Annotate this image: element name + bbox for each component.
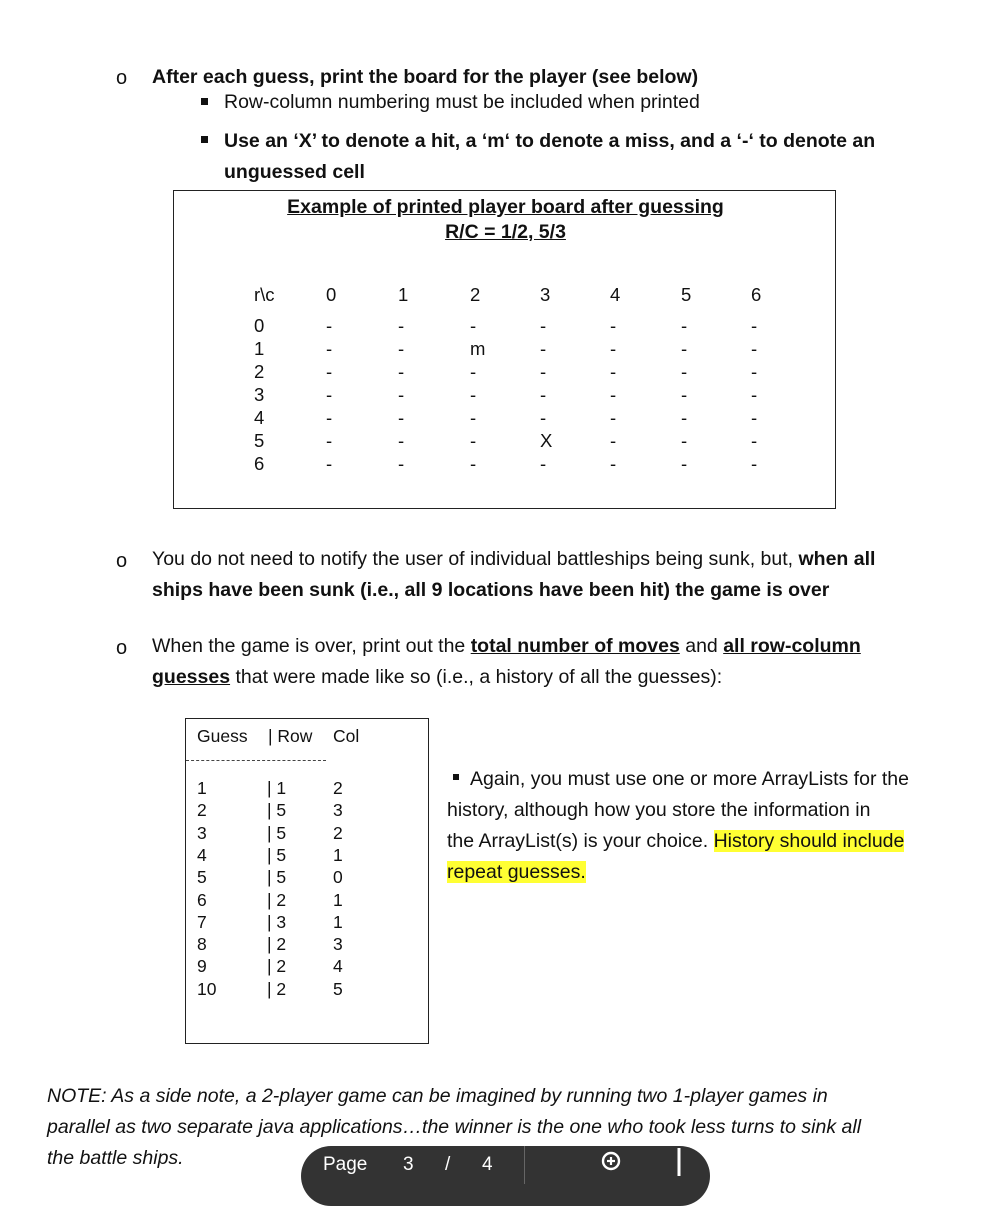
board-cell: - (681, 315, 688, 336)
note-line3: the battle ships. (47, 1147, 184, 1169)
board-column-header: 3 (540, 284, 551, 305)
board-column-header: 4 (610, 284, 621, 305)
board-cell: - (751, 384, 758, 405)
board-column-header: 1 (398, 284, 409, 305)
board-cell: - (681, 338, 688, 359)
square-bullet (453, 774, 459, 780)
list-bullet: o (116, 550, 128, 572)
board-cell: - (751, 407, 758, 428)
side-note-line1: Again, you must use one or more ArrayLists for the (470, 768, 909, 790)
board-cell: - (751, 361, 758, 382)
board-cell: - (610, 361, 617, 382)
history-col-value: 4 (333, 956, 343, 977)
history-row-value: | 5 (267, 844, 287, 865)
history-row-value: | 3 (267, 911, 287, 932)
board-cell: - (540, 384, 547, 405)
page-total: 4 (482, 1154, 493, 1175)
note-line1: NOTE: As a side note, a 2-player game can be imagined by running two 1-player games in (47, 1085, 828, 1107)
board-example-subtitle: R/C = 1/2, 5/3 (445, 221, 566, 243)
board-cell: - (398, 338, 405, 359)
history-col-value: 1 (333, 844, 343, 865)
history-header-col: Col (333, 726, 360, 746)
board-cell: - (398, 384, 405, 405)
board-cell: - (681, 361, 688, 382)
history-guess-number: 8 (197, 934, 207, 955)
page-separator: / (445, 1154, 451, 1175)
board-row-label: 0 (254, 315, 265, 336)
list-bullet: o (116, 637, 128, 659)
board-cell: - (326, 407, 333, 428)
board-row-label: 6 (254, 453, 265, 474)
board-example-title: Example of printed player board after guessing (287, 196, 724, 218)
history-guess-number: 9 (197, 956, 207, 977)
history-header-row: | Row (268, 726, 313, 746)
history-col-value: 3 (333, 800, 343, 821)
board-cell: - (398, 453, 405, 474)
history-guess-number: 10 (197, 978, 217, 999)
history-guess-number: 3 (197, 822, 207, 843)
history-guess-number: 6 (197, 889, 207, 910)
history-col-value: 5 (333, 978, 343, 999)
zoom-in-icon (599, 1149, 625, 1175)
history-divider (186, 760, 326, 761)
history-row-value: | 2 (267, 934, 287, 955)
board-column-header: 5 (681, 284, 692, 305)
history-table-box (185, 718, 429, 1044)
board-cell: - (470, 315, 477, 336)
history-col-value: 1 (333, 911, 343, 932)
board-cell: - (470, 407, 477, 428)
board-cell: - (610, 338, 617, 359)
requirement-board-print: After each guess, print the board for the player (see below) (152, 66, 699, 88)
board-corner-label: r\c (254, 284, 275, 305)
board-cell: - (751, 430, 758, 451)
history-guess-number: 7 (197, 911, 207, 932)
board-cell: X (540, 430, 553, 451)
board-cell: - (398, 407, 405, 428)
sub-requirement-numbering: Row-column numbering must be included when printed (224, 91, 700, 113)
side-note-line4: repeat guesses. (447, 861, 586, 883)
board-row-label: 2 (254, 361, 265, 382)
board-cell: - (610, 384, 617, 405)
board-row-label: 5 (254, 430, 265, 451)
board-cell: - (751, 315, 758, 336)
board-column-header: 0 (326, 284, 337, 305)
history-row-value: | 5 (267, 822, 287, 843)
history-row-value: | 5 (267, 867, 287, 888)
history-row-value: | 1 (267, 778, 287, 798)
board-cell: - (610, 453, 617, 474)
board-cell: - (751, 338, 758, 359)
board-cell: - (540, 338, 547, 359)
board-cell: - (610, 315, 617, 336)
board-cell: - (681, 430, 688, 451)
requirement-sunk-line1: You do not need to notify the user of individual battleships being sunk, but, when all (152, 548, 876, 570)
board-example-box (173, 190, 836, 509)
board-cell: - (470, 361, 477, 382)
page-label: Page (323, 1154, 368, 1175)
board-cell: - (326, 453, 333, 474)
board-cell: - (540, 407, 547, 428)
history-row-value: | 2 (267, 978, 287, 999)
requirement-history-line1: When the game is over, print out the total number of moves and all row-column (152, 635, 861, 657)
board-cell: - (326, 315, 333, 336)
board-row-label: 1 (254, 338, 265, 359)
board-cell: - (540, 453, 547, 474)
download-icon (667, 1146, 691, 1176)
board-cell: - (681, 453, 688, 474)
list-bullet: o (116, 67, 128, 89)
sub-requirement-symbols-line2: unguessed cell (224, 161, 365, 183)
board-cell: - (470, 384, 477, 405)
history-header-guess: Guess (197, 726, 248, 746)
board-cell: - (610, 430, 617, 451)
sub-requirement-symbols-line1: Use an ‘X’ to denote a hit, a ‘m‘ to denote a miss, and a ‘-‘ to denote an (224, 130, 876, 152)
board-cell: - (540, 315, 547, 336)
board-column-header: 2 (470, 284, 481, 305)
board-row-label: 3 (254, 384, 265, 405)
square-bullet (201, 136, 208, 143)
board-cell: - (326, 384, 333, 405)
board-cell: - (470, 430, 477, 451)
history-guess-number: 2 (197, 800, 207, 821)
history-guess-number: 4 (197, 844, 207, 865)
zoom-in-button[interactable] (599, 1149, 625, 1175)
board-cell: - (398, 430, 405, 451)
requirement-sunk-line2: ships have been sunk (i.e., all 9 locations have been hit) the game is over (152, 579, 830, 601)
board-cell: - (326, 338, 333, 359)
board-cell: - (610, 407, 617, 428)
board-cell: - (751, 453, 758, 474)
board-cell: - (540, 361, 547, 382)
history-col-value: 2 (333, 822, 343, 843)
side-note-line2: history, although how you store the information in (447, 799, 871, 821)
download-button[interactable] (667, 1146, 691, 1176)
history-col-value: 1 (333, 889, 343, 910)
board-column-header: 6 (751, 284, 762, 305)
history-col-value: 3 (333, 934, 343, 955)
history-col-value: 0 (333, 867, 343, 888)
board-cell: - (398, 361, 405, 382)
history-row-value: | 2 (267, 956, 287, 977)
square-bullet (201, 98, 208, 105)
board-cell: - (681, 407, 688, 428)
history-guess-number: 1 (197, 778, 207, 798)
board-row-label: 4 (254, 407, 265, 428)
board-cell: - (398, 315, 405, 336)
board-cell: - (326, 430, 333, 451)
page-navigation-toolbar (301, 1146, 710, 1206)
requirement-history-line2: guesses that were made like so (i.e., a history of all the guesses): (152, 666, 723, 688)
history-col-value: 2 (333, 778, 343, 798)
note-line2: parallel as two separate java applications…the winner is the one who took less turns to sink all (47, 1116, 862, 1138)
history-row-value: | 5 (267, 800, 287, 821)
board-cell: - (326, 361, 333, 382)
toolbar-divider (524, 1146, 525, 1184)
history-row-value: | 2 (267, 889, 287, 910)
side-note-line3: the ArrayList(s) is your choice. History should include (447, 830, 905, 852)
page-number-input[interactable]: 3 (403, 1154, 414, 1175)
board-cell: - (470, 453, 477, 474)
board-cell: m (470, 338, 486, 359)
history-guess-number: 5 (197, 867, 207, 888)
board-cell: - (681, 384, 688, 405)
